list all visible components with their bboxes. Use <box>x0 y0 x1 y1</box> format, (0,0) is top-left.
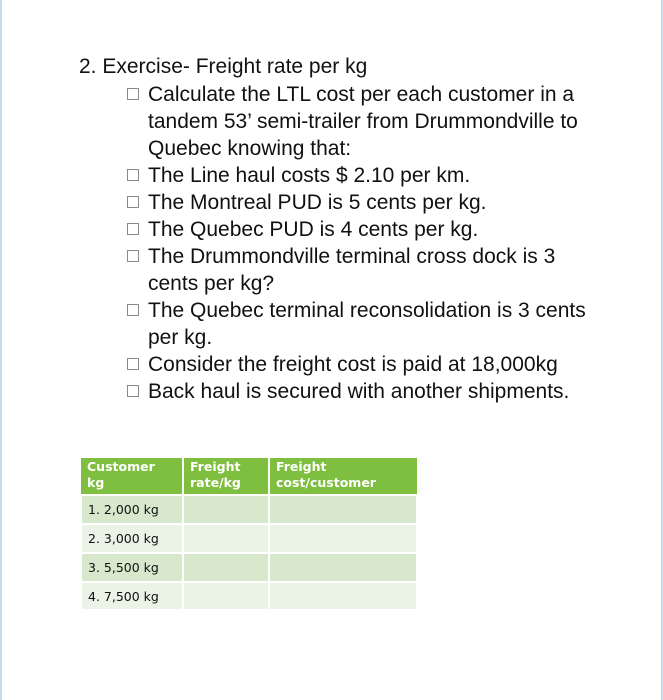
cell-customer-kg: 3. 5,500 kg <box>81 553 183 582</box>
bullet-text: The Quebec PUD is 4 cents per kg. <box>148 218 479 241</box>
bullet-item <box>127 189 587 216</box>
cell-customer-kg: 4. 7,500 kg <box>81 582 183 610</box>
bullet-item <box>127 243 587 297</box>
square-bullet-icon <box>127 358 139 370</box>
cell-customer-kg: 1. 2,000 kg <box>81 495 183 524</box>
instruction-list <box>127 81 587 405</box>
cell-freight-rate <box>183 582 269 610</box>
bullet-item <box>127 216 587 243</box>
page-edge-left <box>0 0 2 700</box>
bullet-text: Calculate the LTL cost per each customer in a tandem 53’ semi-trailer from Drummondville to Quebec knowing that: <box>148 83 578 160</box>
bullet-text: Back haul is secured with another shipments. <box>148 380 570 403</box>
bullet-item <box>127 81 587 162</box>
exercise-heading: 2. Exercise- Freight rate per kg <box>79 55 368 78</box>
table-row <box>81 553 417 582</box>
freight-table <box>80 458 418 611</box>
header-freight-rate: Freight rate/kg <box>183 458 269 495</box>
cell-customer-kg: 2. 3,000 kg <box>81 524 183 553</box>
table-header-row <box>81 458 417 495</box>
square-bullet-icon <box>127 385 139 397</box>
square-bullet-icon <box>127 196 139 208</box>
bullet-text: The Montreal PUD is 5 cents per kg. <box>148 191 487 214</box>
cell-freight-cost <box>269 582 417 610</box>
cell-freight-rate <box>183 524 269 553</box>
square-bullet-icon <box>127 223 139 235</box>
bullet-item <box>127 162 587 189</box>
bullet-text: Consider the freight cost is paid at 18,000kg <box>148 353 558 376</box>
square-bullet-icon <box>127 88 139 100</box>
bullet-item <box>127 297 587 351</box>
bullet-item <box>127 378 587 405</box>
bullet-item <box>127 351 587 378</box>
square-bullet-icon <box>127 169 139 181</box>
square-bullet-icon <box>127 304 139 316</box>
cell-freight-cost <box>269 524 417 553</box>
table-row <box>81 524 417 553</box>
cell-freight-cost <box>269 553 417 582</box>
cell-freight-rate <box>183 495 269 524</box>
header-customer-kg: Customer kg <box>81 458 183 495</box>
bullet-text: The Quebec terminal reconsolidation is 3 cents per kg. <box>148 299 586 349</box>
cell-freight-cost <box>269 495 417 524</box>
table-row <box>81 495 417 524</box>
square-bullet-icon <box>127 250 139 262</box>
bullet-text: The Drummondville terminal cross dock is 3 cents per kg? <box>148 245 556 295</box>
header-freight-cost: Freight cost/customer <box>269 458 417 495</box>
table-row <box>81 582 417 610</box>
cell-freight-rate <box>183 553 269 582</box>
bullet-text: The Line haul costs $ 2.10 per km. <box>148 164 471 187</box>
